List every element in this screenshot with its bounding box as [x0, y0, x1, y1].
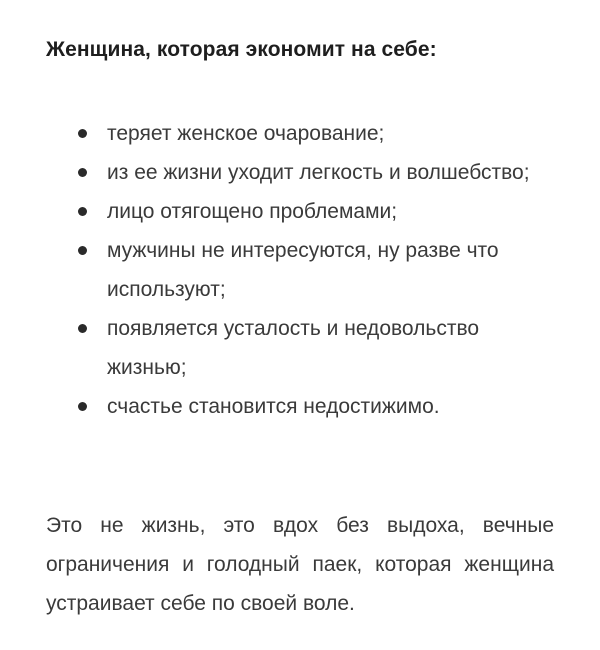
- list-item-text: теряет женское очарование;: [107, 122, 385, 145]
- consequences-list: [46, 114, 546, 426]
- closing-paragraph: Это не жизнь, это вдох без выдоха, вечные ограничения и голодный паек, которая женщина устраивает себе по своей воле.: [46, 514, 554, 615]
- bullet-icon: [78, 129, 87, 138]
- list-item: [46, 153, 546, 192]
- bullet-icon: [78, 168, 87, 177]
- bullet-icon: [78, 246, 87, 255]
- list-item-text: появляется усталость и недовольство жизнью;: [107, 317, 480, 379]
- list-item-text: из ее жизни уходит легкость и волшебство;: [107, 161, 530, 184]
- article-heading: Женщина, которая экономит на себе:: [46, 38, 437, 61]
- list-item-text: лицо отягощено проблемами;: [107, 200, 398, 223]
- list-item-text: мужчины не интересуются, ну разве что используют;: [107, 239, 499, 301]
- list-item-text: счастье становится недостижимо.: [107, 395, 440, 418]
- list-item: [46, 192, 546, 231]
- bullet-icon: [78, 402, 87, 411]
- list-item: [46, 231, 546, 309]
- bullet-icon: [78, 324, 87, 333]
- list-item: [46, 114, 546, 153]
- list-item: [46, 309, 546, 387]
- list-item: [46, 387, 546, 426]
- bullet-icon: [78, 207, 87, 216]
